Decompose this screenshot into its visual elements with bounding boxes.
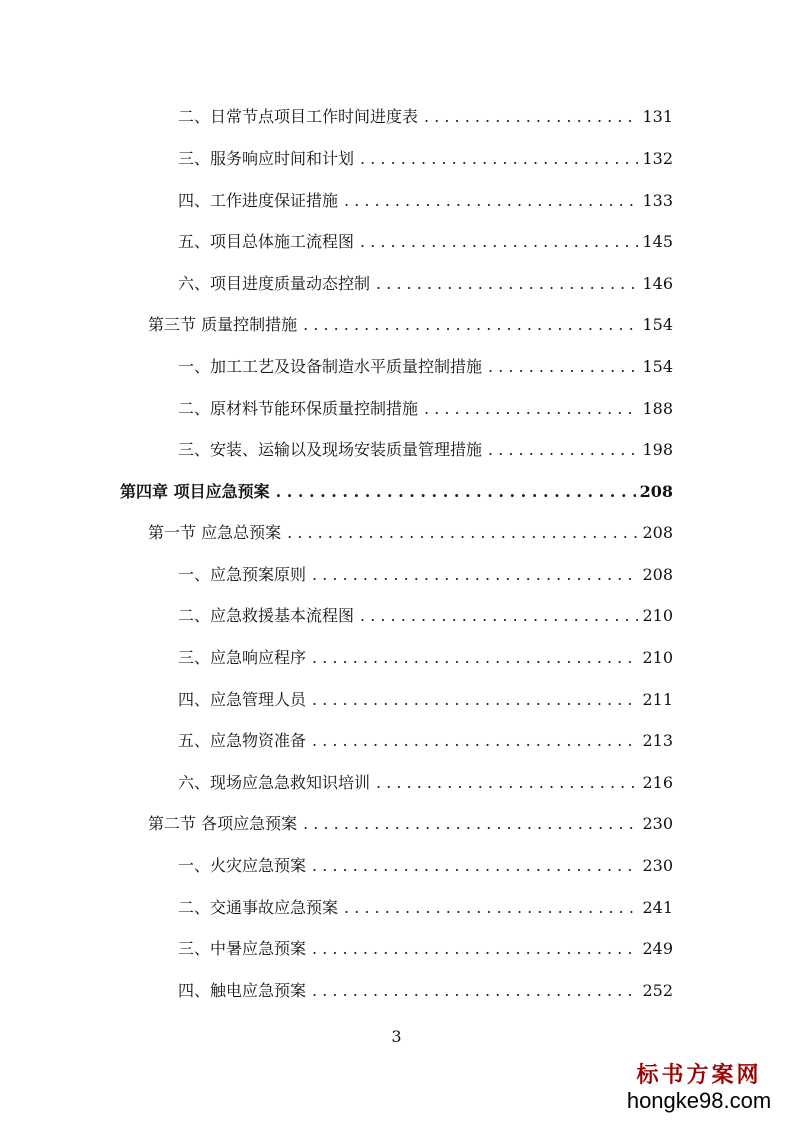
toc-entry-page: 252 — [642, 981, 673, 1000]
toc-entry[interactable] — [178, 897, 673, 919]
toc-entry-title: 三、中暑应急预案 — [178, 939, 307, 958]
toc-entry-page: 208 — [642, 565, 673, 584]
toc-entry[interactable] — [178, 356, 673, 378]
dot-leader — [344, 190, 638, 212]
watermark-site-name: 标书方案网 — [636, 1062, 762, 1088]
toc-entry-title: 第一节 应急总预案 — [148, 523, 282, 542]
toc-entry[interactable] — [178, 148, 673, 170]
toc-entry[interactable] — [178, 231, 673, 253]
toc-entry[interactable] — [178, 439, 673, 461]
toc-entry-title: 六、现场应急急救知识培训 — [178, 773, 371, 792]
dot-leader — [360, 605, 638, 627]
toc-entry-title: 二、原材料节能环保质量控制措施 — [178, 399, 419, 418]
toc-entry-title: 一、火灾应急预案 — [178, 856, 307, 875]
toc-entry[interactable] — [178, 772, 673, 794]
dot-leader — [312, 855, 638, 877]
toc-entry-page: 154 — [642, 357, 673, 376]
toc-entry[interactable] — [178, 190, 673, 212]
toc-entry-title: 四、工作进度保证措施 — [178, 191, 339, 210]
dot-leader — [360, 231, 638, 253]
dot-leader — [276, 481, 636, 503]
toc-entry-page: 154 — [642, 315, 673, 334]
toc-entry-title: 第三节 质量控制措施 — [148, 315, 298, 334]
dot-leader — [303, 314, 638, 336]
toc-entry-title: 二、应急救援基本流程图 — [178, 606, 355, 625]
dot-leader — [312, 980, 638, 1002]
dot-leader — [312, 647, 638, 669]
toc-entry-page: 211 — [642, 690, 673, 709]
dot-leader — [376, 772, 638, 794]
toc-entry-title: 第二节 各项应急预案 — [148, 814, 298, 833]
toc-entry-page: 210 — [642, 606, 673, 625]
toc-entry[interactable] — [178, 938, 673, 960]
toc-entry-title: 三、安装、运输以及现场安装质量管理措施 — [178, 440, 483, 459]
toc-entry[interactable] — [178, 273, 673, 295]
toc-entry-page: 213 — [642, 731, 673, 750]
toc-entry-title: 一、应急预案原则 — [178, 565, 307, 584]
toc-entry-page: 249 — [642, 939, 673, 958]
toc-entry[interactable] — [178, 106, 673, 128]
toc-entry[interactable] — [178, 980, 673, 1002]
toc-entry[interactable] — [178, 689, 673, 711]
toc-entry-page: 241 — [642, 898, 673, 917]
toc-entry-page: 210 — [642, 648, 673, 667]
dot-leader — [424, 398, 638, 420]
toc-entry[interactable] — [178, 855, 673, 877]
dot-leader — [424, 106, 638, 128]
toc-entry-title: 一、加工工艺及设备制造水平质量控制措施 — [178, 357, 483, 376]
toc-entry-page: 216 — [642, 773, 673, 792]
toc-entry-title: 三、服务响应时间和计划 — [178, 149, 355, 168]
toc-entry-chapter[interactable] — [120, 481, 673, 503]
toc-entry[interactable] — [178, 730, 673, 752]
toc-entry-title: 六、项目进度质量动态控制 — [178, 274, 371, 293]
page-number: 3 — [391, 1027, 402, 1046]
toc-entry-section[interactable] — [148, 522, 673, 544]
toc-entry-page: 230 — [642, 856, 673, 875]
toc-entry[interactable] — [178, 564, 673, 586]
toc-entry[interactable] — [178, 647, 673, 669]
toc-entry-page: 230 — [642, 814, 673, 833]
toc-entry-section[interactable] — [148, 813, 673, 835]
dot-leader — [488, 356, 638, 378]
watermark-logo — [619, 1062, 779, 1114]
toc-entry-title: 四、触电应急预案 — [178, 981, 307, 1000]
toc-entry-page: 208 — [639, 482, 673, 501]
toc-entry-title: 五、应急物资准备 — [178, 731, 307, 750]
toc-entry-page: 132 — [642, 149, 673, 168]
dot-leader — [312, 730, 638, 752]
dot-leader — [287, 522, 638, 544]
toc-entry-page: 146 — [642, 274, 673, 293]
dot-leader — [303, 813, 638, 835]
toc-entry-title: 二、日常节点项目工作时间进度表 — [178, 107, 419, 126]
dot-leader — [360, 148, 638, 170]
toc-entry[interactable] — [178, 398, 673, 420]
dot-leader — [344, 897, 638, 919]
toc-entry-title: 五、项目总体施工流程图 — [178, 232, 355, 251]
dot-leader — [312, 689, 638, 711]
toc-entry-title: 二、交通事故应急预案 — [178, 898, 339, 917]
toc-entry-page: 131 — [642, 107, 673, 126]
dot-leader — [312, 938, 638, 960]
toc-entry[interactable] — [178, 605, 673, 627]
toc-entry-page: 145 — [642, 232, 673, 251]
toc-entry-page: 133 — [642, 191, 673, 210]
dot-leader — [312, 564, 638, 586]
toc-entry-title: 四、应急管理人员 — [178, 690, 307, 709]
toc-entry-title: 第四章 项目应急预案 — [120, 482, 270, 501]
toc-entry-page: 208 — [642, 523, 673, 542]
dot-leader — [488, 439, 638, 461]
watermark-domain: hongke98.com — [626, 1088, 772, 1113]
toc-entry-section[interactable] — [148, 314, 673, 336]
toc-entry-page: 188 — [642, 399, 673, 418]
toc-entry-page: 198 — [642, 440, 673, 459]
toc-entry-title: 三、应急响应程序 — [178, 648, 307, 667]
dot-leader — [376, 273, 638, 295]
